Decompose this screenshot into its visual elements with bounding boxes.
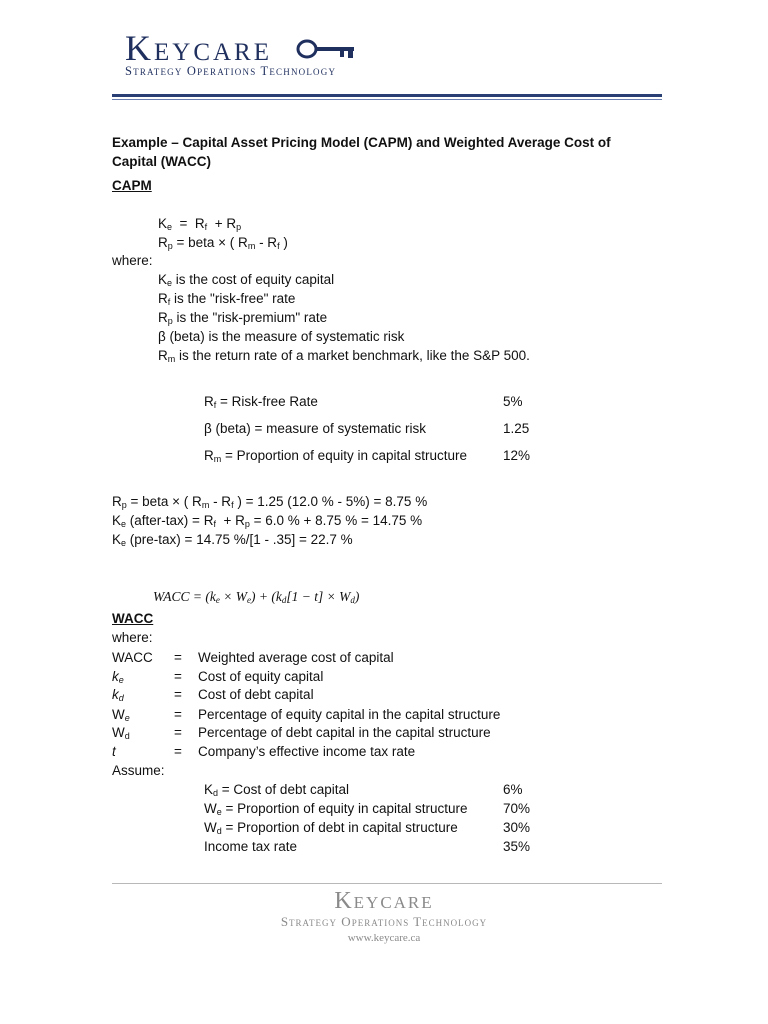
wacc-eq: =	[174, 707, 182, 722]
wacc-eq: =	[174, 725, 182, 740]
definition-beta: β (beta) is the measure of systematic risk	[158, 329, 405, 344]
footer-rule	[112, 883, 662, 884]
assume-label: Assume:	[112, 763, 165, 778]
wacc-formula: WACC = $(k_e \times W_e) + (k_d[1 - t] \times W_d)$	[153, 589, 360, 605]
wacc-desc-we: Percentage of equity capital in the capital structure	[198, 707, 501, 722]
assumption-value-tax: 35%	[503, 839, 531, 854]
wacc-desc-wd: Percentage of debt capital in the capital structure	[198, 725, 491, 740]
calc-ke-pre-tax: $K_e$ (pre-tax) = 14.75 %/[1 - .35] = 22.7 %	[112, 532, 353, 548]
assumption-label-we: $W_e$ = Proportion of equity in capital structure	[204, 801, 468, 817]
wacc-where: where:	[112, 630, 153, 645]
calc-risk-premium: $R_p$ = beta × ( $R_m - R_f$ ) = 1.25 (12.0 % - 5%) = 8.75 %	[112, 494, 428, 510]
definition-rf: $R_f$ is the "risk-free" rate	[158, 291, 296, 307]
wacc-symbol-kd: $k_d$	[112, 687, 124, 703]
wacc-symbol-t: t	[112, 744, 116, 759]
definition-rp: $R_p$ is the "risk-premium" rate	[158, 310, 328, 326]
definition-rm: $R_m$ is the return rate of a market benchmark, like the S&P 500.	[158, 348, 530, 364]
capm-formula: $K_e = R_f + R_p$	[158, 216, 242, 232]
assumption-value-we: 70%	[503, 801, 531, 816]
footer-tagline: Strategy Operations Technology	[280, 914, 488, 929]
key-icon	[296, 38, 358, 60]
logo-wordmark: Keycare	[125, 28, 272, 68]
input-value-beta: 1.25	[503, 421, 530, 436]
wacc-symbol-wd: $W_d$	[112, 725, 130, 741]
wacc-symbol-we: $W_e$	[112, 707, 130, 723]
header-rule	[112, 94, 662, 97]
assumption-value-wd: 30%	[503, 820, 531, 835]
assumption-label-kd: $K_d$ = Cost of debt capital	[204, 782, 349, 798]
footer-url[interactable]: www.keycare.ca	[347, 932, 421, 944]
logo-tagline: Strategy Operations Technology	[125, 64, 337, 78]
definition-ke: $K_e$ is the cost of equity capital	[158, 272, 335, 288]
wacc-symbol-wacc: WACC	[112, 650, 153, 665]
wacc-eq: =	[174, 650, 182, 665]
wacc-desc-wacc: Weighted average cost of capital	[198, 650, 394, 665]
page-title-cont: Capital (WACC)	[112, 154, 211, 169]
wacc-desc-ke: Cost of equity capital	[198, 669, 324, 684]
footer-wordmark: Keycare	[334, 888, 434, 914]
wacc-symbol-ke: $k_e$	[112, 669, 124, 685]
input-label-rm: $R_m$ = Proportion of equity in capital structure	[204, 448, 468, 464]
input-value-rf: 5%	[503, 394, 523, 409]
risk-premium-formula: $R_p$ = beta × ( $R_m - R_f$ )	[158, 235, 288, 251]
capm-where: where:	[112, 253, 153, 268]
calc-ke-after-tax: $K_e$ (after-tax) = $R_f + R_p = 6.0$ % + 8.75 % = 14.75 %	[112, 513, 423, 529]
assumption-label-wd: $W_d$ = Proportion of debt in capital structure	[204, 820, 458, 836]
wacc-desc-kd: Cost of debt capital	[198, 687, 314, 702]
input-label-rf: $R_f$ = Risk-free Rate	[204, 394, 318, 410]
capm-heading: CAPM	[112, 178, 152, 193]
wacc-eq: =	[174, 744, 182, 759]
wacc-heading: WACC	[112, 611, 154, 626]
page-title: Example – Capital Asset Pricing Model (CAPM) and Weighted Average Cost of	[112, 135, 611, 150]
header-rule-thin	[112, 99, 662, 100]
wacc-eq: =	[174, 687, 182, 702]
input-label-beta: β (beta) = measure of systematic risk	[204, 421, 426, 436]
input-value-rm: 12%	[503, 448, 531, 463]
assumption-value-kd: 6%	[503, 782, 523, 797]
wacc-eq: =	[174, 669, 182, 684]
wacc-desc-t: Company’s effective income tax rate	[198, 744, 416, 759]
assumption-label-tax: Income tax rate	[204, 839, 298, 854]
